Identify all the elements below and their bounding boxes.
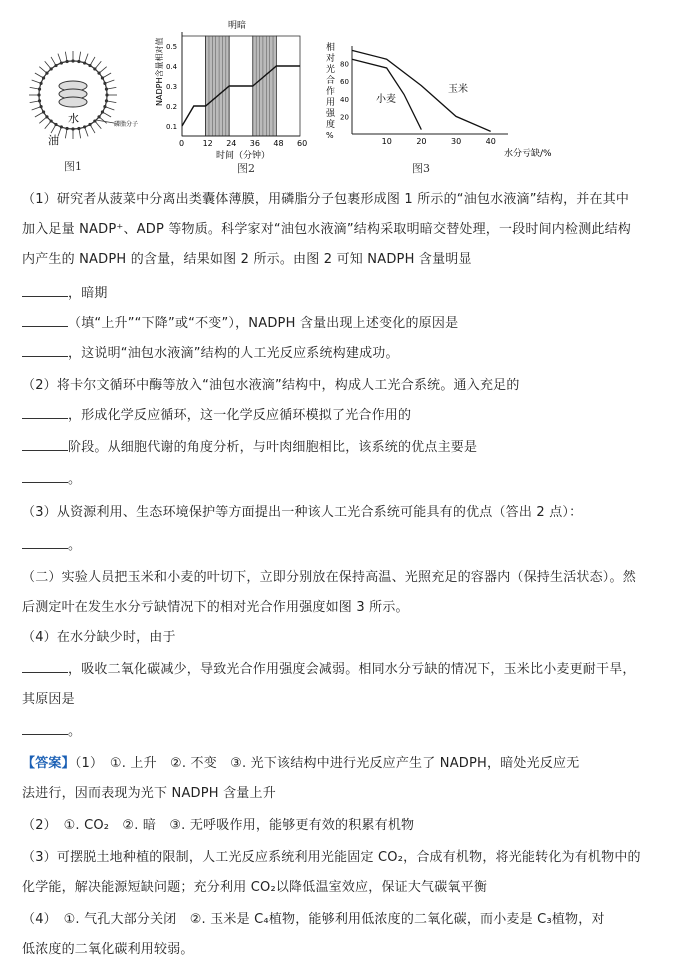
phospholipid-head	[50, 67, 53, 70]
phospholipid-head	[71, 127, 74, 130]
phospholipid-head	[42, 76, 45, 79]
phospholipid-head	[50, 119, 53, 122]
y-tick-label: 20	[340, 113, 349, 122]
phospholipid-head	[101, 76, 104, 79]
answer-line-3b: 化学能，解决能源短缺问题；充分利用 CO₂以降低温室效应，保证大气碳氧平衡	[22, 880, 488, 895]
fig3-y-label-char: 作	[326, 87, 336, 97]
phospholipid-head	[105, 99, 108, 102]
fig3-y-label	[326, 41, 336, 140]
fig3-x-label: 水分亏缺/%	[504, 149, 552, 158]
x-tick-label: 0	[179, 139, 185, 148]
x-tick-label: 12	[202, 139, 213, 148]
fig2-x-label: 时间（分钟）	[216, 151, 271, 161]
figure-1-droplet	[18, 40, 148, 150]
answer-blank[interactable]	[22, 314, 68, 327]
part2-line-a: （二）实验人员把玉米和小麦的叶切下，立即分别放在保持高温、光照充足的容器内（保持生活状态）。然	[22, 570, 636, 585]
fig3-label-maize: 玉米	[448, 84, 468, 95]
phospholipid-head	[60, 125, 63, 128]
phospholipid-head	[54, 64, 57, 67]
q3-line-a: （3）从资源利用、生态环境保护等方面提出一种该人工光合系统可能具有的优点（答出 2 点）：	[22, 505, 583, 520]
q2-line-d: 。	[22, 470, 670, 490]
figure-2-chart	[150, 14, 310, 164]
phospholipid-head	[101, 110, 104, 113]
x-tick-label: 30	[451, 137, 462, 146]
fig3-y-label-char: 强	[326, 109, 336, 119]
fig2-top-label: 明暗	[228, 21, 247, 31]
q1-line-e: （填“上升”“下降”或“不变”），NADPH 含量出现上述变化的原因是	[22, 314, 670, 334]
answer-line-1a: 【答案】（1） ①. 上升 ②. 不变 ③. 光下该结构中进行光反应产生了 NADPH，暗处光反应无	[22, 756, 580, 771]
phospholipid-head	[83, 125, 86, 128]
answer-tag: 【答案】	[22, 756, 75, 771]
y-tick-label: 0.2	[166, 103, 178, 111]
answer-blank[interactable]	[22, 284, 68, 297]
phospholipid-head	[45, 115, 48, 118]
phospholipid-head	[83, 61, 86, 64]
q4-line-a: （4）在水分缺少时，由于	[22, 630, 176, 645]
phospholipid-head	[71, 59, 74, 62]
answer-blank[interactable]	[22, 344, 68, 357]
answer-blank[interactable]	[22, 536, 68, 549]
phospholipid-head	[97, 115, 100, 118]
phospholipid-head	[77, 60, 80, 63]
q1-line-d: ，暗期	[22, 284, 670, 304]
q3-line-b: 。	[22, 536, 670, 556]
phospholipid-head	[37, 93, 40, 96]
y-tick-label: 0.1	[166, 123, 178, 131]
answer-blank[interactable]	[22, 722, 68, 735]
answer-blank[interactable]	[22, 660, 68, 673]
q2-line-c: 阶段。从细胞代谢的角度分析，与叶肉细胞相比，该系统的优点主要是	[22, 438, 670, 458]
x-tick-label: 60	[297, 139, 308, 148]
phospholipid-head	[88, 123, 91, 126]
phospholipid-head	[39, 82, 42, 85]
x-tick-label: 40	[485, 137, 496, 146]
label-oil: 油	[48, 134, 59, 147]
phospholipid-head	[103, 105, 106, 108]
x-tick-label: 10	[381, 137, 392, 146]
q1-line-c: 内产生的 NADPH 的含量，结果如图 2 所示。由图 2 可知 NADPH 含量明显	[22, 252, 472, 267]
label-water: 水	[68, 112, 79, 125]
fig3-y-label-char: 用	[326, 98, 336, 108]
phospholipid-head	[105, 93, 108, 96]
answer-line-2: （2） ①. CO₂ ②. 暗 ③. 无呼吸作用，能够更有效的积累有机物	[22, 818, 415, 833]
fig3-y-label-char: 光	[326, 65, 336, 75]
phospholipid-head	[77, 127, 80, 130]
answer-line-3a: （3）可摆脱土地种植的限制，人工光反应系统利用光能固定 CO₂，合成有机物，将光能转化为有机物中的	[22, 850, 641, 865]
phospholipid-head	[65, 60, 68, 63]
fig3-label-wheat: 小麦	[376, 94, 396, 105]
fig3-y-label-char: 合	[326, 76, 336, 86]
fig2-y-label: NADPH含量相对值	[155, 37, 164, 106]
answer-blank[interactable]	[22, 470, 68, 483]
x-tick-label: 48	[273, 139, 284, 148]
fig3-y-label-unit: %	[326, 131, 334, 140]
y-tick-label: 80	[340, 60, 349, 69]
light-period-bar	[276, 36, 300, 136]
answer-line-4b: 低浓度的二氧化碳利用较弱。	[22, 942, 194, 957]
phospholipid-head	[60, 61, 63, 64]
q2-line-b: ，形成化学反应循环，这一化学反应循环模拟了光合作用的	[22, 406, 670, 426]
x-tick-label: 36	[249, 139, 260, 148]
q4-line-b: ，吸收二氧化碳减少，导致光合作用强度会减弱。相同水分亏缺的情况下，玉米比小麦更耐干旱，	[22, 660, 670, 680]
q1-line-a: （1）研究者从菠菜中分离出类囊体薄膜，用磷脂分子包裹形成图 1 所示的“油包水液滴”结构，并在其中	[22, 192, 630, 207]
part2-line-b: 后测定叶在发生水分亏缺情况下的相对光合作用强度如图 3 所示。	[22, 600, 409, 615]
answer-line-4a: （4） ①. 气孔大部分关闭 ②. 玉米是 C₄植物，能够利用低浓度的二氧化碳，而小麦是 C₃植物，对	[22, 912, 605, 927]
phospholipid-head	[93, 119, 96, 122]
fig3-y-label-char: 相	[326, 43, 336, 53]
phospholipid-head	[42, 110, 45, 113]
y-tick-label: 40	[340, 95, 349, 104]
phospholipid-head	[105, 87, 108, 90]
phospholipid-head	[54, 123, 57, 126]
phospholipid-head	[38, 99, 41, 102]
answer-blank[interactable]	[22, 406, 68, 419]
q4-line-c: 其原因是	[22, 692, 75, 707]
q2-line-a: （2）将卡尔文循环中酶等放入“油包水液滴”结构中，构成人工光合系统。通入充足的	[22, 378, 520, 393]
y-tick-label: 60	[340, 78, 349, 87]
phospholipid-head	[38, 87, 41, 90]
y-tick-label: 0.3	[166, 83, 178, 91]
phospholipid-head	[39, 105, 42, 108]
phospholipid-head	[97, 72, 100, 75]
figure-1-caption: 图1	[64, 160, 82, 173]
figure-3-caption: 图3	[412, 162, 430, 175]
phospholipid-head	[45, 72, 48, 75]
fig3-y-label-char: 度	[326, 120, 336, 130]
q1-line-b: 加入足量 NADP⁺、ADP 等物质。科学家对“油包水液滴”结构采取明暗交替处理，一段时间内检测此结构	[22, 222, 632, 237]
y-tick-label: 0.5	[166, 43, 178, 51]
phospholipid-head	[88, 64, 91, 67]
figure-3-chart	[318, 38, 578, 158]
q1-line-f: ，这说明“油包水液滴”结构的人工光反应系统构建成功。	[22, 344, 670, 364]
x-tick-label: 24	[226, 139, 237, 148]
q4-line-d: 。	[22, 722, 670, 742]
label-phospholipid: 磷脂分子	[114, 121, 139, 128]
series-line-玉米	[352, 50, 491, 131]
phospholipid-head	[103, 82, 106, 85]
fig3-y-label-char: 对	[326, 54, 336, 64]
phospholipid-head	[65, 127, 68, 130]
answer-line-1b: 法进行，因而表现为光下 NADPH 含量上升	[22, 786, 276, 801]
phospholipid-head	[93, 67, 96, 70]
y-tick-label: 0.4	[166, 63, 178, 71]
droplet-drawing	[29, 51, 117, 139]
figure-2-caption: 图2	[237, 162, 255, 175]
x-tick-label: 20	[416, 137, 427, 146]
answer-blank[interactable]	[22, 438, 68, 451]
